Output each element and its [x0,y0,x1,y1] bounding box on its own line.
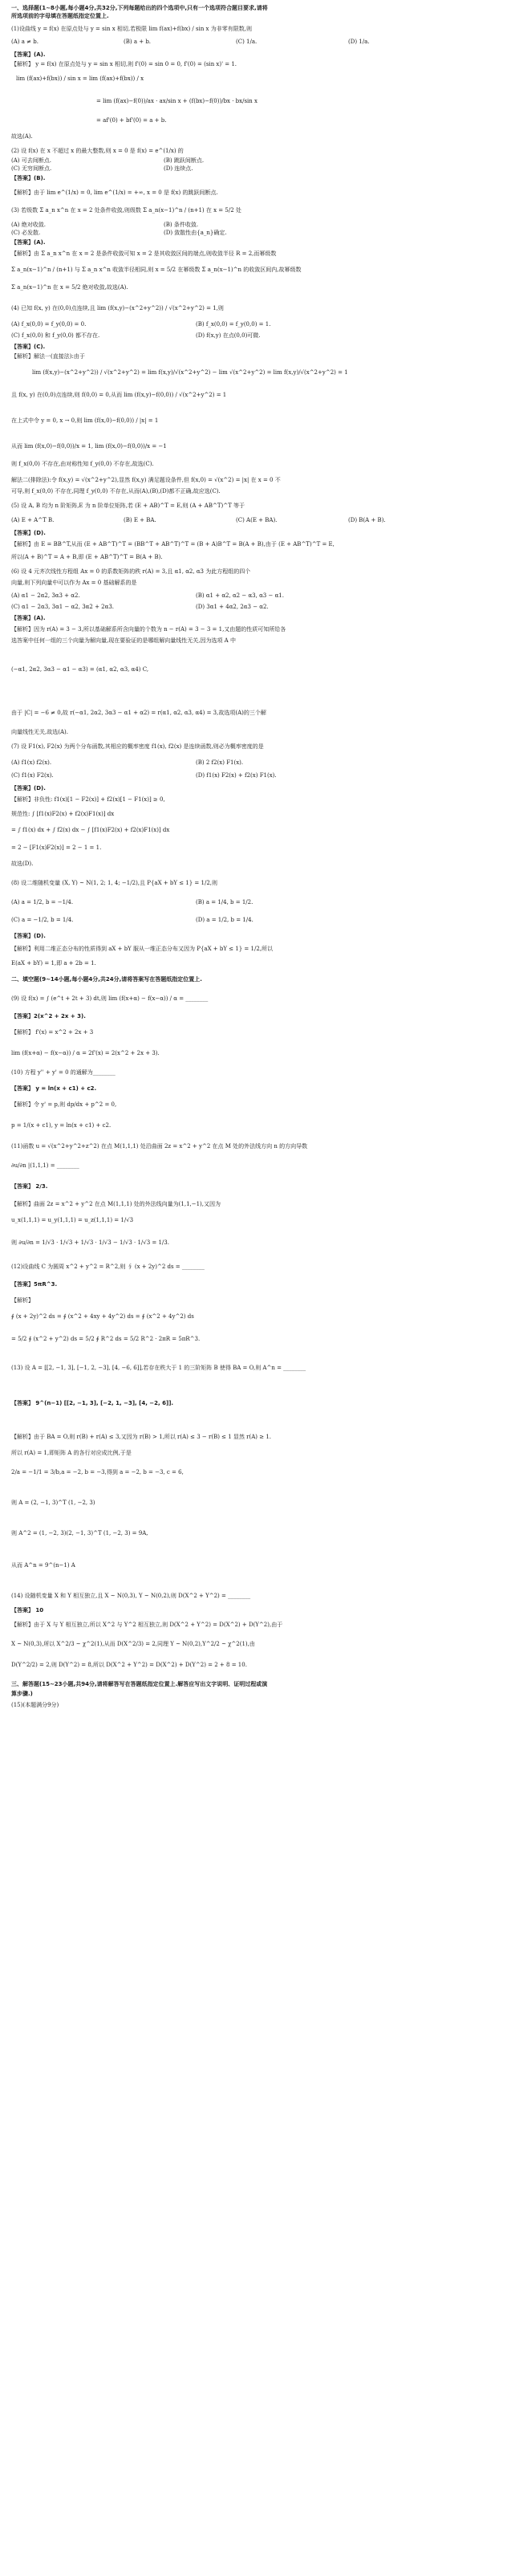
q8-options-row1 [11,899,500,906]
q3-option-a: (A) 绝对收敛. [11,222,46,228]
q4-sol-line2: lim (f(x,y)−(x^2+y^2)) / √(x^2+y^2) = lim f(x,y)/√(x^2+y^2) − lim √(x^2+y^2) = lim f(x,y)/√(x^2+y^2) = 1 [32,369,348,376]
q6-options-row1 [11,592,500,600]
q1-stem: (1)设曲线 y = f(x) 在原点处与 y = sin x 相切,若极限 lim f(ax)+f(bx) / sin x 为非零有限数,则 [11,26,252,32]
q11-answer: 【答案】 2/3. [11,1183,48,1190]
q1-sol-line3: = lim (f(ax)−f(0))/ax · ax/sin x + (f(bx)−f(0))/bx · bx/sin x [96,98,258,104]
q6-sol-line2: 选答案中任何一组的三个向量为解向量,现在要验证的是哪组解向量线性无关,因为选项 A 中 [11,637,236,644]
section1-header-line2: 所选项前的字母填在答题纸指定位置上. [11,13,109,19]
q8-option-a: (A) a = 1/2, b = −1/4. [11,899,74,905]
q4-sol-line4: 在上式中令 y = 0, x → 0,则 lim (f(x,0)−f(0,0)) / |x| = 1 [11,417,159,424]
q3-options-row1 [11,222,500,229]
q2-option-a: (A) 可去间断点. [11,157,51,164]
q6-option-c: (C) α1 − 2α3, 3α1 − α2, 3α2 + 2α3. [11,604,115,610]
q14-stem: (14) 设随机变量 X 和 Y 相互独立,且 X ~ N(0,3), Y ~ N(0,2),则 D(X^2 + Y^2) = ________ [11,1593,251,1599]
q9-answer: 【答案】2(x^2 + 2x + 3). [11,1013,86,1019]
q7-answer: 【答案】(D). [11,785,46,792]
q5-option-a: (A) E + A^T B. [11,517,55,523]
q1-answer: 【答案】(A). [11,51,46,58]
q1-option-d: (D) 1/a. [348,39,370,45]
q6-option-a: (A) α1 − 2α2, 3α3 + α2. [11,592,80,599]
q12-sol-line3: = 5/2 ∮ (x^2 + y^2) ds = 5/2 ∮ R^2 ds = 5/2 R^2 · 2πR = 5πR^3. [11,1336,201,1342]
q8-sol-line2: E(aX + bY) = 1,即 a + 2b = 1. [11,960,96,967]
q5-option-d: (D) B(A + B). [348,517,386,523]
q13-sol-line4: 则 A = (2, −1, 3)^T (1, −2, 3) [11,1500,95,1506]
q1-option-c: (C) 1/a. [236,39,258,45]
q14-answer: 【答案】 10 [11,1607,44,1614]
q5-option-c: (C) A(E + BA). [236,517,278,523]
q10-answer: 【答案】 y = ln(x + c1) + c2. [11,1085,97,1092]
q11-stem: (11)函数 u = √(x^2+y^2+z^2) 在点 M(1,1,1) 处沿曲面 2z = x^2 + y^2 在点 M 处的外法线方向 n 的方向导数 [11,1143,308,1150]
q6-stem-line1: (6) 设 4 元齐次线性方程组 Ax = 0 的系数矩阵的秩 r(A) = 3,且 α1, α2, α3 为此方程组的四个 [11,568,251,575]
q5-answer: 【答案】(D). [11,530,46,536]
q7-option-b: (B) 2 f2(x) F1(x). [196,759,244,766]
q9-stem: (9) 设 f(x) = ∫ (e^t + 2t + 3) dt,则 lim (f(x+α) − f(x−α)) / α = ________ [11,995,209,1002]
q6-sol-line1: 【解析】因为 r(A) = 3 − 3,所以基础解系所含向量的个数为 n − r(A) = 3 − 3 = 1,又由题的性质可知所给各 [11,626,286,633]
q13-sol-line6: 从而 A^n = 9^(n−1) A [11,1562,75,1569]
q10-stem: (10) 方程 y'' + y' = 0 的通解为________ [11,1069,116,1076]
q11-stem-line2: ∂u/∂n |(1,1,1) = ________ [11,1162,79,1169]
q6-answer: 【答案】(A). [11,615,46,621]
q10-sol-line1: 【解析】令 y' = p,则 dp/dx + p^2 = 0, [11,1101,117,1108]
q2-stem: (2) 设 f(x) 在 x 不超过 x 的最大整数,则 x = 0 是 f(x) = e^(1/x) 的 [11,148,184,154]
q7-options-row2 [11,772,500,779]
q5-sol-line2: 所以(A + B)^T = A + B,即 (E + AB^T)^T = B(A + B). [11,554,163,560]
q4-option-a: (A) f_x(0,0) = f_y(0,0) = 0. [11,321,87,328]
q2-options-row1 [11,157,500,165]
q8-sol-line1: 【解析】利用二维正态分布的性质得到 aX + bY 服从一维正态分布又因为 P{aX + bY ≤ 1} = 1/2,所以 [11,946,274,952]
q3-options-row2 [11,230,500,237]
q7-sol-line3: = ∫ f1(x) dx + ∫ f2(x) dx − ∫ [f1(x)F2(x) + f2(x)F1(x)] dx [11,827,170,833]
q8-answer: 【答案】(D). [11,933,46,939]
q2-option-b: (B) 跳跃间断点. [164,157,205,164]
q1-option-b: (B) a + b. [124,39,152,45]
q13-sol-line2: 所以 r(A) = 1,即矩阵 A 的各行对应成比例,于是 [11,1450,132,1456]
q4-option-d: (D) f(x,y) 在点(0,0)可微. [196,332,261,339]
q1-option-a: (A) a ≠ b. [11,39,39,45]
q2-option-c: (C) 无穷间断点. [11,165,52,172]
q8-options-row2 [11,917,500,924]
q14-sol-line2: X ~ N(0,3),所以 X^2/3 ~ χ^2(1),从而 D(X^2/3) = 2,同理 Y ~ N(0,2),Y^2/2 ~ χ^2(1),由 [11,1641,255,1647]
section3-header-line1: 三、解答题(15~23小题,共94分,请将解答写在答题纸指定位置上.解答应写出文字说明、证明过程或演 [11,1681,268,1687]
q2-options-row2 [11,165,500,173]
q9-sol-line1: 【解析】 f'(x) = x^2 + 2x + 3 [11,1029,94,1036]
q2-option-d: (D) 连续点. [164,165,193,172]
q5-options [11,517,500,524]
q7-sol-line2: 规范性: ∫ [f1(x)F2(x) + f2(x)F1(x)] dx [11,811,115,817]
q8-stem: (8) 设二维随机变量 (X, Y) ~ N(1, 2; 1, 4; −1/2),且 P{aX + bY ≤ 1} = 1/2,则 [11,880,218,886]
q7-stem: (7) 设 F1(x), F2(x) 为两个分布函数,其相应的概率密度 f1(x), f2(x) 是连续函数,则必为概率密度的是 [11,743,264,750]
q12-sol-line2: ∮ (x + 2y)^2 ds = ∮ (x^2 + 4xy + 4y^2) ds = ∮ (x^2 + 4y^2) ds [11,1313,194,1320]
q4-option-b: (B) f_x(0,0) = f_y(0,0) = 1. [196,321,271,328]
q1-sol-line5: 故选(A). [11,133,33,140]
q3-sol-line3: Σ a_n(x−1)^n 在 x = 5/2 绝对收敛,故选(A). [11,284,128,291]
q3-sol-line2: Σ a_n(x−1)^n / (n+1) 与 Σ a_n x^n 收敛半径相同,则 x = 5/2 在幂级数 Σ a_n(x−1)^n 的收敛区间内,故幂级数 [11,267,302,273]
q15-stem: (15)(本题满分9分) [11,1702,59,1708]
q1-sol-line4: = af'(0) + bf'(0) = a + b. [96,117,167,124]
q7-option-d: (D) f1(x) F2(x) + f2(x) F1(x). [196,772,277,779]
q4-sol-line5: 从而 lim (f(x,0)−f(0,0))/x = 1, lim (f(x,0)−f(0,0))/x = −1 [11,443,167,450]
q4-options-row1 [11,321,500,328]
q4-sol-line7: 解法二(排除法):令 f(x,y) = √(x^2+y^2),显然 f(x,y) 满足题设条件,但 f(x,0) = √(x^2) = |x| 在 x = 0 不 [11,477,281,483]
q14-sol-line1: 【解析】由于 X 与 Y 相互独立,所以 X^2 与 Y^2 相互独立,则 D(X^2 + Y^2) = D(X^2) + D(Y^2),由于 [11,1622,283,1628]
q4-options-row2 [11,332,500,340]
q1-sol-line2: lim (f(ax)+f(bx)) / sin x = lim (f(ax)+f(bx)) / x [16,75,144,82]
section1-header-line1: 一、选择题(1~8小题,每小题4分,共32分,下列每题给出的四个选项中,只有一个选项符合题目要求,请将 [11,5,268,11]
q12-stem: (12)设曲线 C 为圆周 x^2 + y^2 = R^2,则 ∮ (x + 2y)^2 ds = ________ [11,1264,205,1270]
q7-sol-line1: 【解析】非负性: f1(x)[1 − F2(x)] + f2(x)[1 − F1(x)] ≥ 0, [11,796,165,803]
q3-answer: 【答案】(A). [11,239,46,246]
q4-sol-line1: 【解析】解法一(直接法):由于 [11,353,85,360]
q4-sol-line8: 可导,则 f_x(0,0) 不存在,同理 f_y(0,0) 不存在,从而(A),(B),(D)都不正确,故应选(C). [11,488,221,494]
q7-sol-line4: = 2 − [F1(x)F2(x)] = 2 − 1 = 1. [11,844,102,851]
q13-sol-line3: 2/a = −1/1 = 3/b,a = −2, b = −3,得到 a = −2, b = −3, c = 6, [11,1469,184,1475]
q6-option-b: (B) α1 + α2, α2 − α3, α3 − α1. [196,592,284,599]
q1-sol-line1: 【解析】 y = f(x) 在原点处与 y = sin x 相切,则 f'(0) = sin 0 = 0, f'(0) = (sin x)' = 1. [11,61,237,67]
q2-sol-line1: 【解析】由于 lim e^(1/x) = 0, lim e^(1/x) = +∞, x = 0 是 f(x) 的跳跃间断点. [11,189,218,196]
q4-answer: 【答案】(C). [11,344,46,350]
q6-stem-line2: 向量,则下列向量中可以作为 Ax = 0 基础解系的是 [11,580,137,586]
q6-options-row2 [11,604,500,611]
q12-sol-line1: 【解析】 [11,1297,34,1304]
q2-answer: 【答案】(B). [11,175,46,181]
q6-sol-line4: 由于 |C| = −6 ≠ 0,故 r(−α1, 2α2, 3α3 − α1 + α2) = r(α1, α2, α3, α4) = 3,故选项(A)的三个解 [11,710,266,716]
q4-sol-line6: 则 f_x(0,0) 不存在,由对称性知 f_y(0,0) 不存在,故选(C). [11,461,154,467]
q7-sol-line5: 故选(D). [11,861,34,867]
q11-sol-line2: u_x(1,1,1) = u_y(1,1,1) = u_z(1,1,1) = 1/√3 [11,1217,134,1223]
q11-sol-line3: 则 ∂u/∂n = 1/√3 · 1/√3 + 1/√3 · 1/√3 − 1/√3 · 1/√3 = 1/3. [11,1239,169,1246]
q8-option-c: (C) a = −1/2, b = 1/4. [11,917,74,923]
q7-options-row1 [11,759,500,767]
q8-option-d: (D) a = 1/2, b = 1/4. [196,917,253,923]
q7-option-c: (C) f1(x) F2(x). [11,772,54,779]
q3-option-c: (C) 必发散. [11,230,41,236]
q13-stem: (13) 设 A = [[2, −1, 3], [−1, 2, −3], [4, −6, 6]],若存在秩大于 1 的三阶矩阵 B 使得 BA = O,则 A^n = ________ [11,1365,306,1371]
q4-stem: (4) 已知 f(x, y) 在(0,0)点连续,且 lim (f(x,y)−(x^2+y^2)) / √(x^2+y^2) = 1,则 [11,305,224,311]
q4-sol-line3: 且 f(x, y) 在(0,0)点连续,则 f(0,0) = 0,从而 lim (f(x,y)−f(0,0)) / √(x^2+y^2) = 1 [11,392,227,398]
q11-sol-line1: 【解析】曲面 2z = x^2 + y^2 在点 M(1,1,1) 处的外法线向量为(1,1,−1),又因为 [11,1201,221,1207]
q5-option-b: (B) E + BA. [124,517,156,523]
q6-sol-line5: 向量线性无关,故选(A). [11,729,68,735]
q6-option-d: (D) 3α1 + 4α2, 2α3 − α2. [196,604,269,610]
q13-sol-line5: 则 A^2 = (1, −2, 3)(2, −1, 3)^T (1, −2, 3) = 9A, [11,1530,148,1536]
q14-sol-line3: D(Y^2/2) = 2,则 D(Y^2) = 8,所以 D(X^2 + Y^2) = D(X^2) + D(Y^2) = 2 + 8 = 10. [11,1662,247,1668]
q3-sol-line1: 【解析】由 Σ a_n x^n 在 x = 2 是条件收敛可知 x = 2 是其收敛区间的端点,则收敛半径 R = 2,而幂级数 [11,250,277,257]
q6-sol-line3: (−α1, 2α2, 3α3 − α1 − α3) = (α1, α2, α3, α4) C, [11,666,149,673]
section3-header-line2: 算步骤.) [11,1691,33,1697]
q10-sol-line2: p = 1/(x + c1), y = ln(x + c1) + c2. [11,1122,112,1129]
q4-option-c: (C) f_x(0,0) 和 f_y(0,0) 都不存在. [11,332,100,339]
q7-option-a: (A) f1(x) f2(x). [11,759,52,766]
q3-stem: (3) 若级数 Σ a_n x^n 在 x = 2 处条件收敛,则级数 Σ a_n(x−1)^n / (n+1) 在 x = 5/2 处 [11,207,241,214]
q9-sol-line2: lim (f(x+α) − f(x−α)) / α = 2f'(x) = 2(x^2 + 2x + 3). [11,1050,160,1056]
section2-header: 二、填空题(9~14小题,每小题4分,共24分,请将答案写在答题纸指定位置上. [11,976,202,983]
q1-options [11,39,500,46]
q8-option-b: (B) a = 1/4, b = 1/2. [196,899,253,905]
q3-option-b: (B) 条件收敛. [164,222,199,228]
q13-sol-line1: 【解析】由于 BA = O,则 r(B) + r(A) ≤ 3,又因为 r(B) > 1,所以 r(A) ≤ 3 − r(B) ≤ 1 显然 r(A) ≥ 1. [11,1434,272,1440]
q5-sol-line1: 【解析】由 E = BB^T,从而 (E + AB^T)^T = (BB^T + AB^T)^T = (B + A)B^T = B(A + B),由于 (E + AB^T)^T = E, [11,541,335,547]
q3-option-d: (D) 敛散性由{a_n}确定. [164,230,227,236]
q12-answer: 【答案】5πR^3. [11,1281,58,1288]
q13-answer: 【答案】 9^(n−1) [[2, −1, 3], [−2, 1, −3], [4, −2, 6]]. [11,1400,174,1406]
q5-stem: (5) 设 A, B 均为 n 阶矩阵,E 为 n 阶单位矩阵,若 (E + AB)^T = E,则 (A + AB^T)^T 等于 [11,503,245,509]
